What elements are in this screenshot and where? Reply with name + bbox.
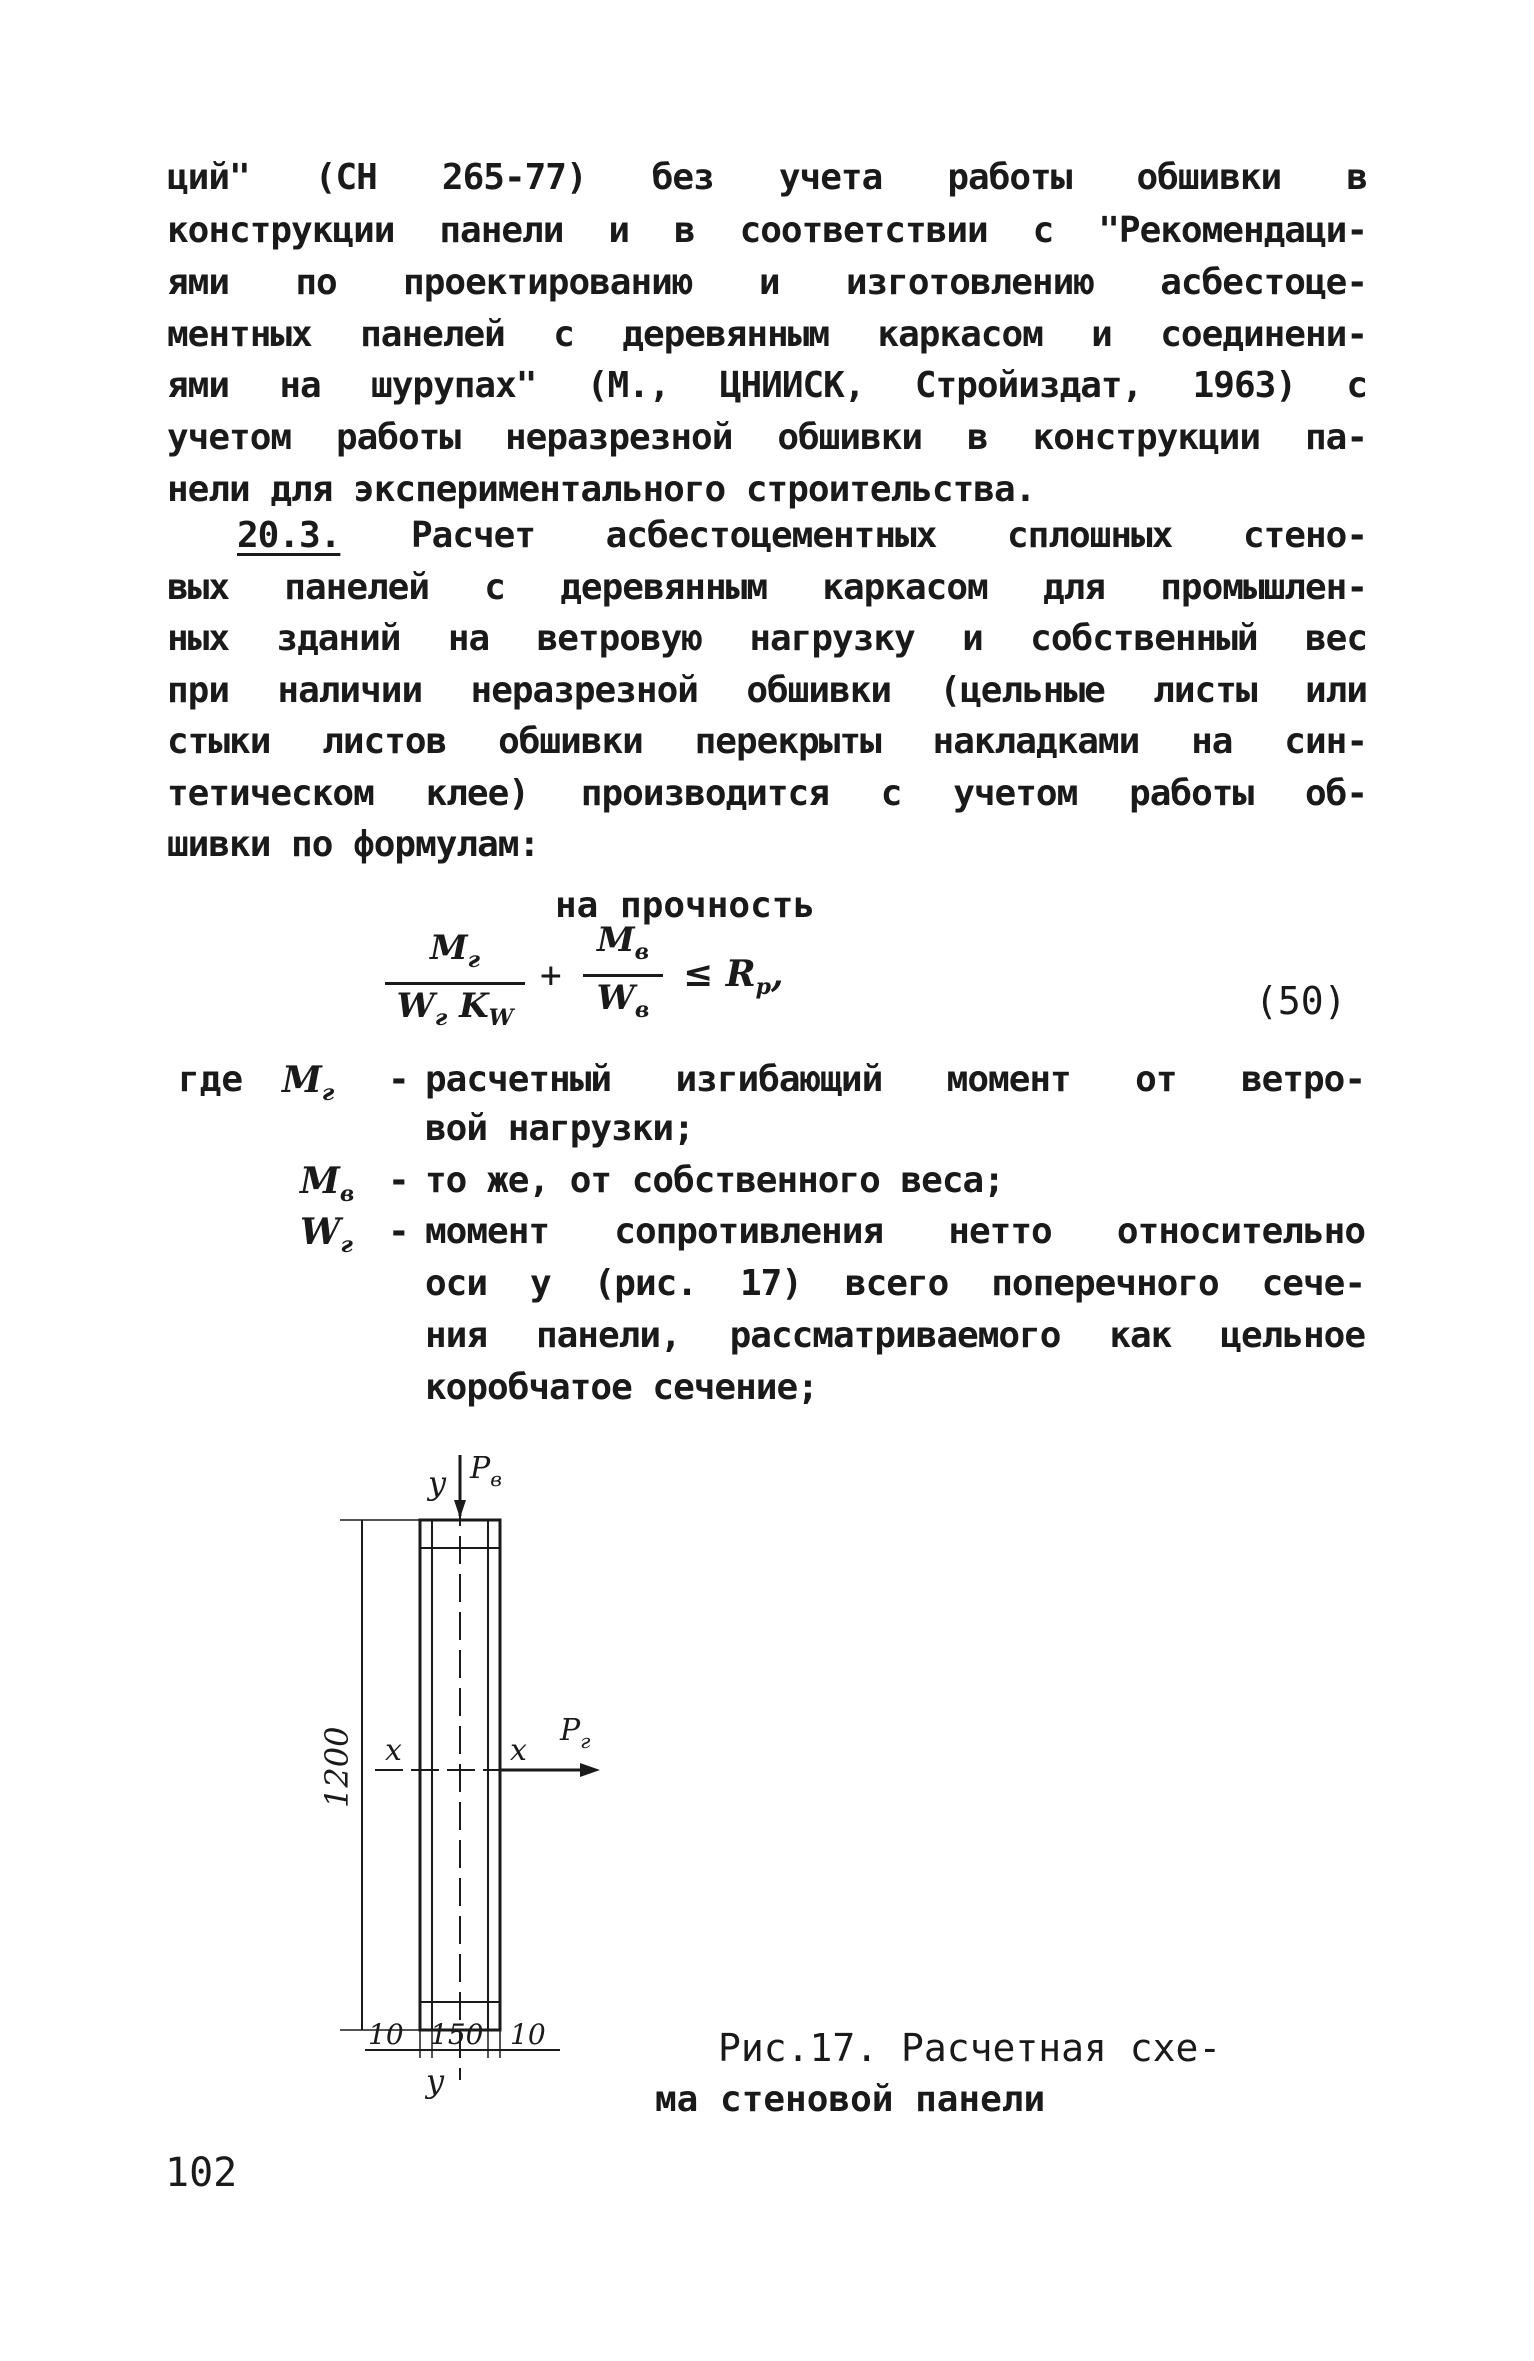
formula-rel-text: ≤ R	[683, 953, 756, 995]
section-first-line	[237, 510, 1367, 562]
label-x-left: x	[385, 1733, 402, 1768]
section-line-5: стыки листов обшивки перекрыты накладками на син-	[167, 721, 1367, 762]
figure-caption-line-2: ма стеновой панели	[655, 2079, 1046, 2120]
dim-right-label: 10	[510, 2018, 546, 2051]
para1-line-7: нели для экспериментального строительства.	[167, 469, 1036, 510]
para1-line-2: конструкции панели и в соответствии с "Рекомендаци-	[167, 210, 1367, 251]
label-pv-main: P	[470, 1451, 491, 1486]
def3-line-1: момент сопротивления нетто относительно	[425, 1211, 1365, 1252]
def2-line-1: то же, от собственного веса;	[425, 1160, 1004, 1201]
def3-sym: W	[300, 1211, 341, 1253]
pv-arrow-head	[454, 1500, 466, 1518]
frac1-den-k-sub: W	[488, 1004, 514, 1031]
def3-dash: -	[388, 1211, 410, 1252]
fraction-2	[583, 920, 663, 1031]
formula-rel-sub: р	[755, 974, 772, 1001]
figure-17-diagram	[280, 1440, 640, 2100]
where-label: где	[178, 1059, 244, 1100]
frac2-num: M	[596, 920, 635, 960]
frac1-num-sub: г	[467, 946, 480, 973]
section-line-7: шивки по формулам:	[167, 824, 540, 865]
section-line-4: при наличии неразрезной обшивки (цельные листы или	[167, 670, 1367, 711]
section-number: 20.3.	[237, 515, 341, 556]
para1-line-3: ями по проектированию и изготовлению асбестоце-	[167, 262, 1367, 303]
para1-line-1: ций" (СН 265-77) без учета работы обшивки в	[167, 157, 1367, 198]
formula-comma: ,	[771, 953, 784, 995]
def1-sym: M	[282, 1059, 322, 1101]
def3-line-2: оси y (рис. 17) всего поперечного сече-	[425, 1263, 1365, 1304]
section-first-line-text: Расчет асбестоцементных сплошных стено-	[410, 515, 1367, 556]
def1-dash: -	[388, 1059, 410, 1100]
def3-line-3: ния панели, рассматриваемого как цельное	[425, 1315, 1365, 1356]
label-pg-sub: г	[580, 1729, 591, 1753]
pg-arrow-head	[580, 1763, 600, 1777]
frac2-den: W	[596, 977, 635, 1018]
label-y-top: y	[428, 1464, 447, 1502]
frac2-num-sub: в	[634, 938, 650, 965]
section-line-3: ных зданий на ветровую нагрузку и собственный вес	[167, 618, 1367, 659]
para1-line-5: ями на шурупах" (М., ЦНИИСК, Стройиздат, 1963) с	[167, 365, 1367, 406]
frac1-den-k: K	[459, 985, 489, 1026]
formula-heading: на прочность	[555, 885, 816, 926]
label-pg	[559, 1713, 590, 1753]
def3-sub: г	[340, 1232, 353, 1259]
figure-caption-line-1: Рис.17. Расчетная схе-	[718, 2026, 1222, 2070]
formula-number: (50)	[1255, 979, 1347, 1023]
frac1-num: M	[429, 928, 468, 968]
label-pv	[469, 1451, 502, 1491]
def1-sub: г	[321, 1080, 335, 1107]
label-pv-sub: в	[490, 1467, 502, 1491]
formula-plus: +	[540, 955, 562, 996]
para1-line-4: ментных панелей с деревянным каркасом и соединени-	[167, 314, 1367, 355]
formula-relation	[683, 948, 784, 1013]
dim-left-label: 10	[368, 2018, 404, 2051]
label-y-bottom: y	[426, 2062, 445, 2100]
def1-symbol	[282, 1054, 334, 1119]
def1-line-2: вой нагрузки;	[425, 1108, 694, 1149]
frac2-den-sub: в	[634, 996, 650, 1023]
def2-sub: в	[339, 1181, 355, 1208]
section-line-6: тетическом клее) производится с учетом работы об-	[167, 773, 1367, 814]
dim-height-label: 1200	[318, 1726, 356, 1808]
frac1-den-w: W	[396, 985, 435, 1026]
def3-line-4: коробчатое сечение;	[425, 1367, 818, 1408]
page-number: 102	[165, 2150, 238, 2196]
def3-symbol	[300, 1206, 353, 1271]
label-pg-main: P	[560, 1713, 581, 1748]
dim-mid-label: 150	[430, 2018, 484, 2051]
section-line-2: вых панелей с деревянным каркасом для промышлен-	[167, 567, 1367, 608]
fraction-1	[385, 928, 525, 1039]
frac1-den-w-sub: г	[434, 1004, 448, 1031]
label-x-right: x	[510, 1733, 527, 1768]
def2-dash: -	[388, 1160, 410, 1201]
def1-line-1: расчетный изгибающий момент от ветро-	[425, 1059, 1365, 1100]
def2-sym: M	[300, 1160, 340, 1202]
para1-line-6: учетом работы неразрезной обшивки в конструкции па-	[167, 417, 1367, 458]
